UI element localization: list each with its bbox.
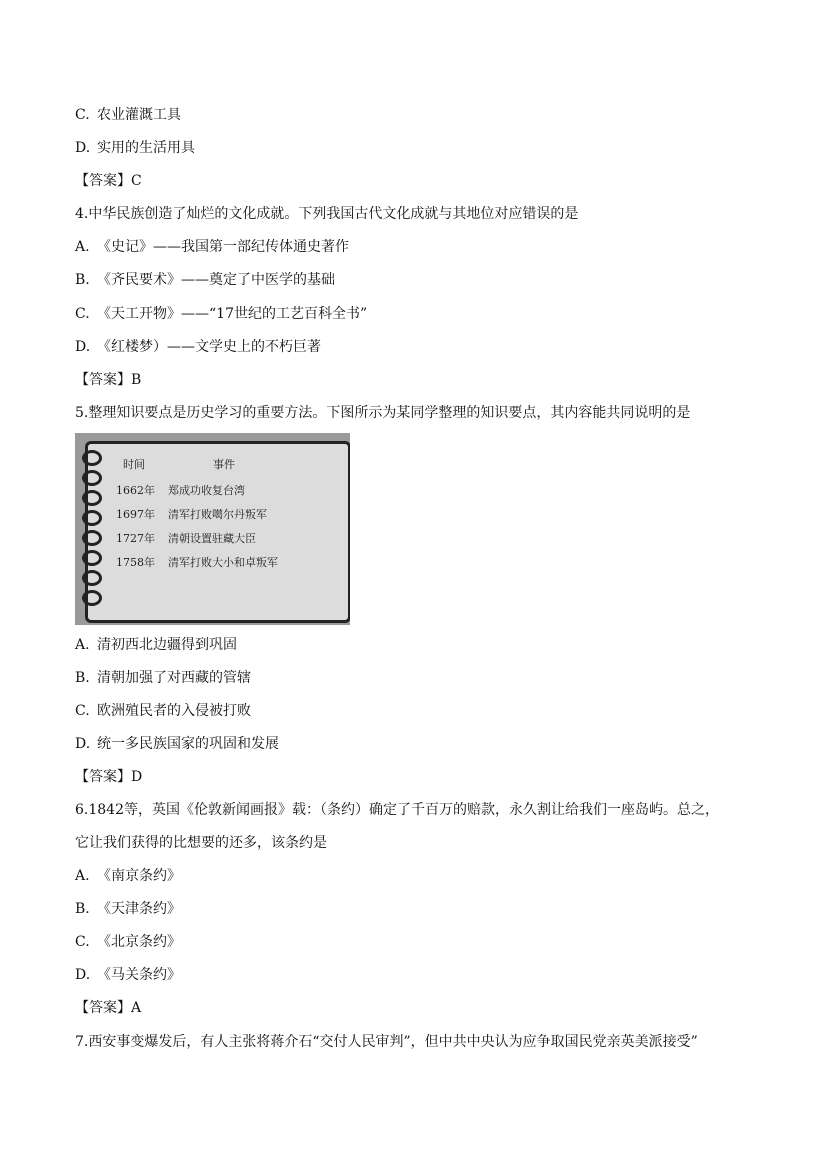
notebook-card [85, 441, 350, 623]
figure-row-event: 清朝设置驻藏大臣 [168, 532, 256, 545]
binding-ring-icon [82, 510, 102, 526]
binding-ring-icon [82, 570, 102, 586]
q4-option-b [75, 271, 335, 289]
option-text: 《马关条约》 [97, 967, 181, 983]
binding-ring-icon [82, 590, 102, 606]
figure-row-event: 清军打败大小和卓叛军 [168, 556, 278, 569]
option-text: 《史记》——我国第一部纪传体通史著作 [97, 239, 349, 255]
q6-answer: 【答案】A [75, 1000, 142, 1016]
q6-option-b [75, 900, 181, 918]
binding-ring-icon [82, 550, 102, 566]
option-text: 实用的生活用具 [97, 140, 195, 156]
q6-option-c [75, 933, 181, 951]
option-letter: A. [75, 868, 90, 884]
binding-ring-icon [82, 530, 102, 546]
q6-stem-line1: 6.1842等，英国《伦敦新闻画报》载：（条约）确定了千百万的赔款，永久割让给我们一座岛屿。总之， [75, 802, 719, 818]
q6-option-d [75, 966, 181, 984]
option-letter: C. [75, 306, 90, 322]
option-text: 农业灌溉工具 [97, 107, 181, 123]
q7-stem: 7.西安事变爆发后，有人主张将蒋介石“交付人民审判”，但中共中央认为应争取国民党亲英美派接受” [75, 1034, 698, 1050]
q4-stem: 4.中华民族创造了灿烂的文化成就。下列我国古代文化成就与其地位对应错误的是 [75, 206, 579, 222]
option-text: 欧洲殖民者的入侵被打败 [97, 703, 251, 719]
figure-row-year: 1727年 [116, 532, 155, 545]
option-letter: B. [75, 901, 90, 917]
binding-ring-icon [82, 450, 102, 466]
q3-option-d [75, 139, 195, 157]
figure-header-time: 时间 [123, 458, 145, 471]
q5-option-b [75, 669, 251, 687]
option-letter: B. [75, 272, 90, 288]
q6-stem-line2: 它让我们获得的比想要的还多，该条约是 [75, 835, 327, 851]
option-text: 《齐民要术》——奠定了中医学的基础 [97, 272, 335, 288]
binding-ring-icon [82, 490, 102, 506]
q5-option-c [75, 702, 251, 720]
q5-stem: 5.整理知识要点是历史学习的重要方法。下图所示为某同学整理的知识要点，其内容能共同说明的是 [75, 405, 691, 421]
option-letter: D. [75, 339, 91, 355]
option-text: 《红楼梦）——文学史上的不朽巨著 [97, 339, 321, 355]
option-text: 《北京条约》 [97, 934, 181, 950]
option-text: 统一多民族国家的巩固和发展 [97, 736, 279, 752]
figure-row-event: 清军打败噶尔丹叛军 [168, 508, 267, 521]
q5-option-d [75, 735, 279, 753]
option-letter: D. [75, 736, 91, 752]
option-text: 《天津条约》 [97, 901, 181, 917]
option-text: 清初西北边疆得到巩固 [97, 637, 237, 653]
figure-row-event: 郑成功收复台湾 [168, 484, 245, 497]
option-text: 《天工开物》——“17世纪的工艺百科全书” [97, 306, 368, 322]
option-letter: B. [75, 670, 90, 686]
q4-option-d [75, 338, 321, 356]
option-letter: D. [75, 140, 91, 156]
figure-row-year: 1758年 [116, 556, 155, 569]
q4-option-c [75, 305, 367, 323]
option-text: 《南京条约》 [97, 868, 181, 884]
q5-answer: 【答案】D [75, 769, 143, 785]
option-letter: A. [75, 239, 90, 255]
option-letter: C. [75, 703, 90, 719]
option-letter: C. [75, 107, 90, 123]
q3-answer: 【答案】C [75, 173, 142, 189]
binding-ring-icon [82, 470, 102, 486]
figure-row-year: 1662年 [116, 484, 155, 497]
q5-knowledge-card-image [75, 433, 350, 625]
option-letter: A. [75, 637, 90, 653]
q5-option-a [75, 636, 237, 654]
figure-header-event: 事件 [213, 458, 235, 471]
option-letter: C. [75, 934, 90, 950]
q3-option-c [75, 106, 181, 124]
option-text: 清朝加强了对西藏的管辖 [97, 670, 251, 686]
q4-option-a [75, 238, 349, 256]
figure-row-year: 1697年 [116, 508, 155, 521]
q6-option-a [75, 867, 181, 885]
option-letter: D. [75, 967, 91, 983]
q4-answer: 【答案】B [75, 372, 142, 388]
